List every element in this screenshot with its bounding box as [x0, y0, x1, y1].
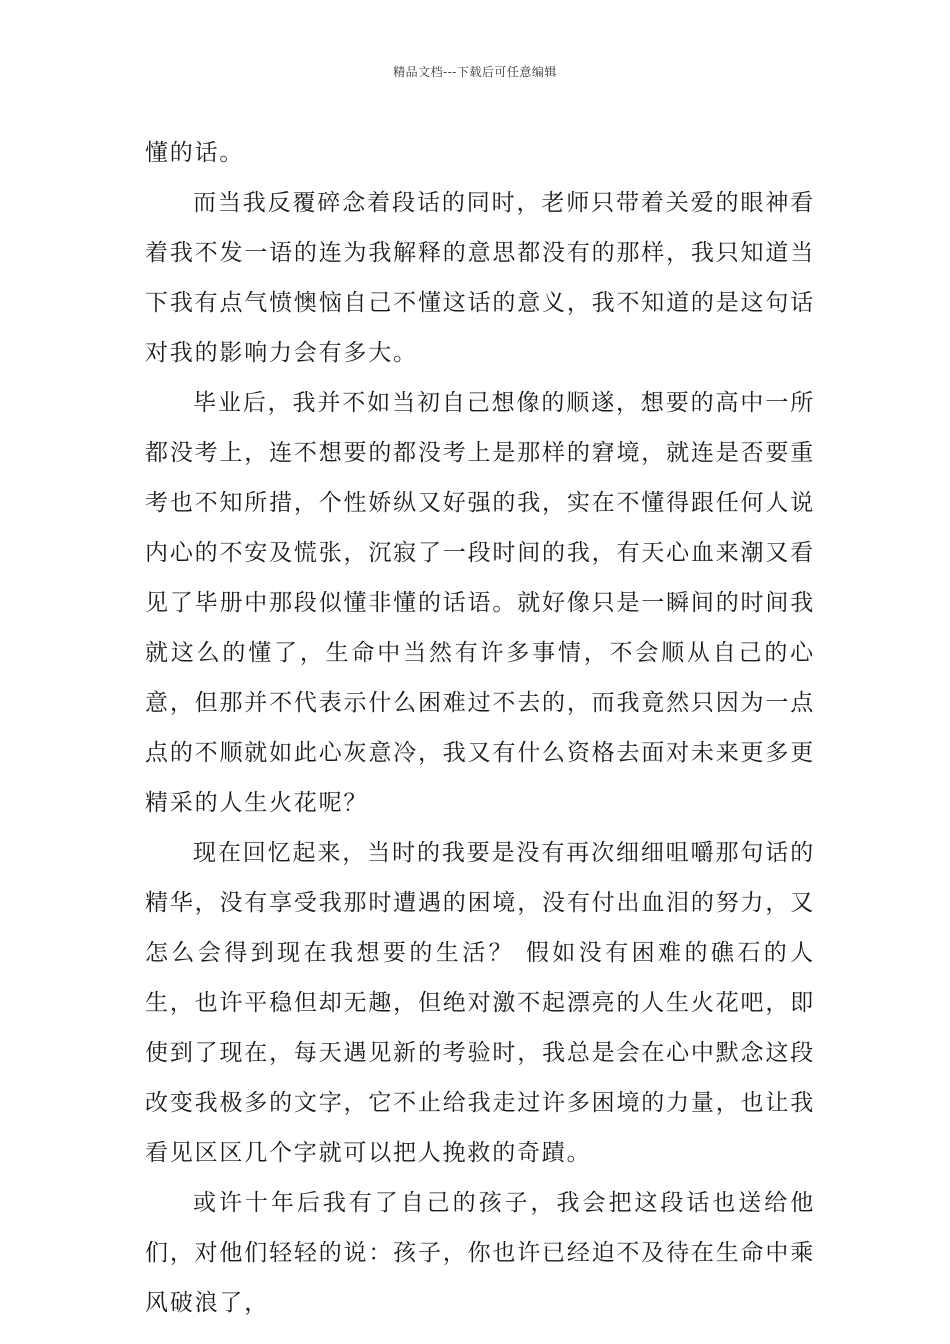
paragraph: 而当我反覆碎念着段话的同时，老师只带着关爱的眼神看着我不发一语的连为我解释的意思都没有的那样，我只知道当下我有点气愤懊恼自己不懂这话的意义，我不知道的是这句话对我的影响力会有多大。: [145, 190, 815, 366]
page-header: 精品文档---下载后可任意编辑: [393, 65, 557, 79]
paragraph: 懂的话。: [145, 140, 245, 166]
document-body: [145, 128, 815, 1328]
paragraph: 或许十年后我有了自己的孩子，我会把这段话也送给他们，对他们轻轻的说：孩子，你也许已经迫不及待在生命中乘风破浪了，: [145, 1190, 815, 1316]
paragraph: 现在回忆起来，当时的我要是没有再次细细咀嚼那句话的精华，没有享受我那时遭遇的困境，没有付出血泪的努力，又怎么会得到现在我想要的生活？ 假如没有困难的礁石的人生，也许平稳但却无趣，但绝对激不起漂亮的人生火花吧，即使到了现在，每天遇见新的考验时，我总是会在心中默念这段改变我极多的文字，它不止给我走过许多困境的力量，也让我看见区区几个字就可以把人挽救的奇蹟。: [145, 840, 815, 1166]
paragraph: 毕业后，我并不如当初自己想像的顺遂，想要的高中一所都没考上，连不想要的都没考上是那样的窘境，就连是否要重考也不知所措，个性娇纵又好强的我，实在不懂得跟任何人说内心的不安及慌张，沉寂了一段时间的我，有天心血来潮又看见了毕册中那段似懂非懂的话语。就好像只是一瞬间的时间我就这么的懂了，生命中当然有许多事情，不会顺从自己的心意，但那并不代表示什么困难过不去的，而我竟然只因为一点点的不顺就如此心灰意冷，我又有什么资格去面对未来更多更精采的人生火花呢？: [145, 390, 815, 816]
